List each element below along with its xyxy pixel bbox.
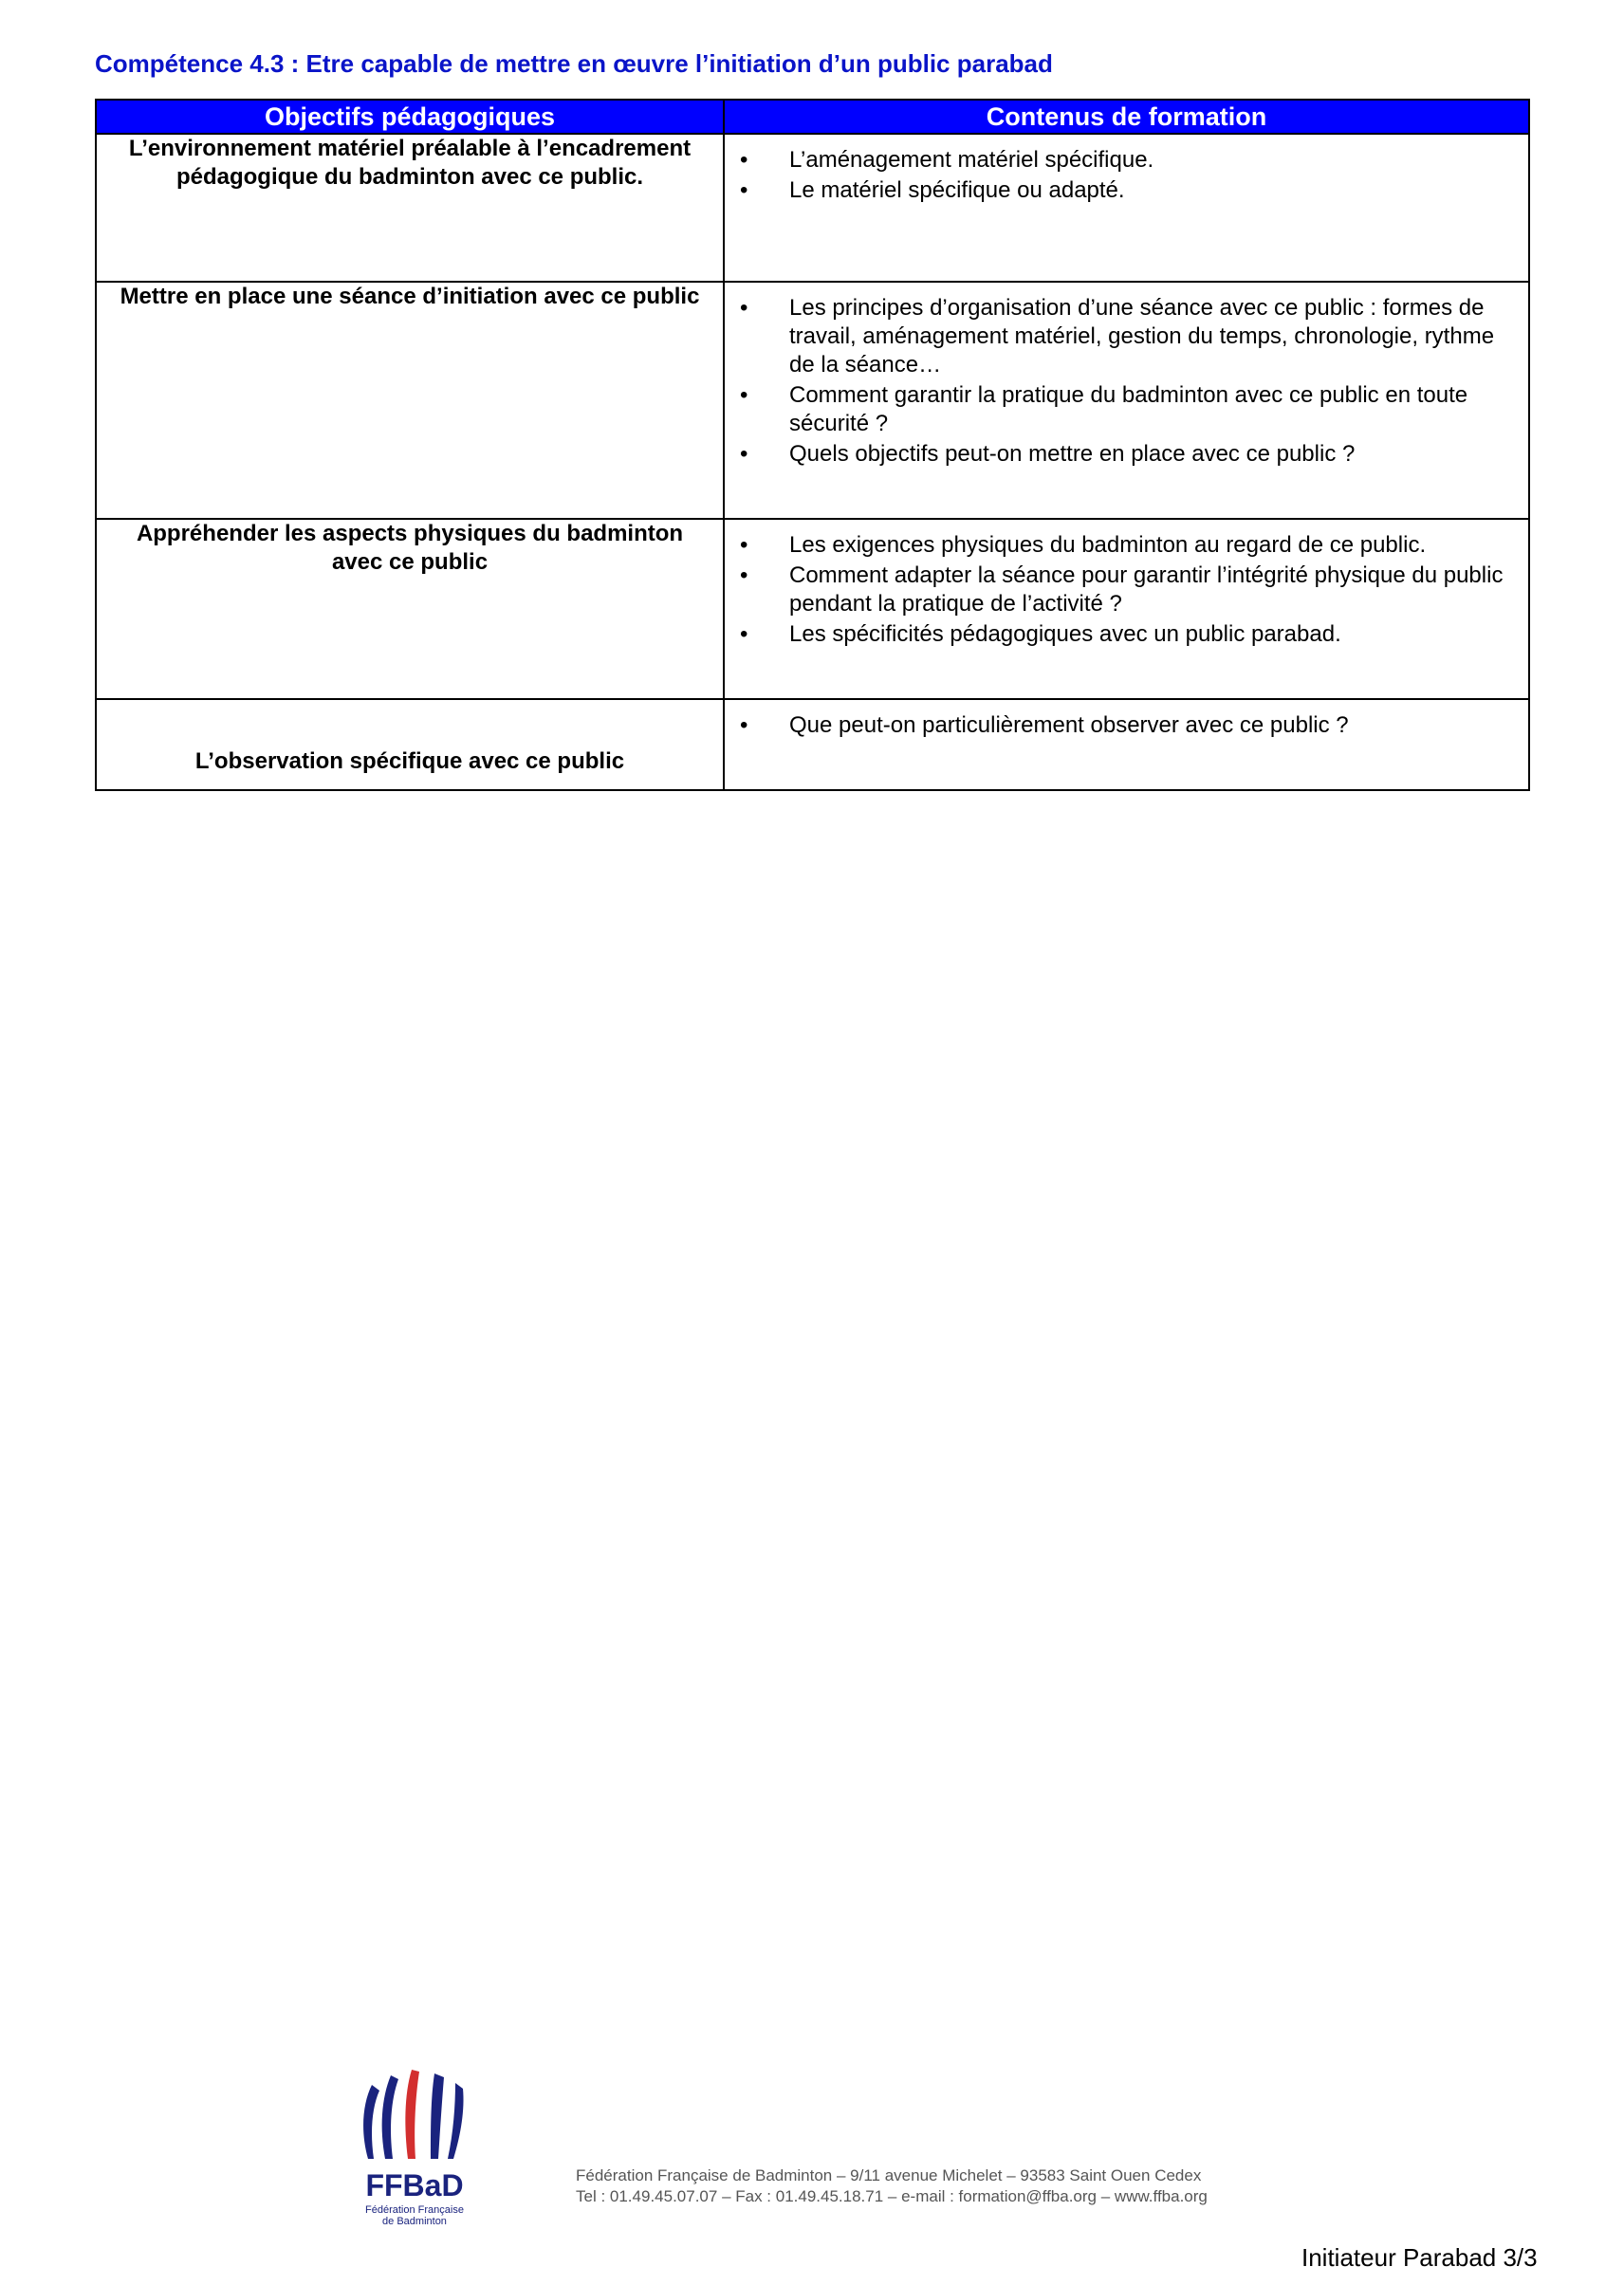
logo-feather-icon (431, 2073, 444, 2159)
table-row (96, 699, 1529, 790)
contents-list (725, 294, 1509, 469)
list-item (725, 146, 1509, 175)
header-contents: Contenus de formation (724, 100, 1529, 134)
bullet-icon: • (740, 621, 748, 647)
logo-feather-icon (382, 2075, 398, 2159)
page-label: Initiateur Parabad 3/3 (1301, 2243, 1538, 2272)
footer-address: Fédération Française de Badminton – 9/11 avenue Michelet – 93583 Saint Ouen Cedex (576, 2166, 1202, 2184)
list-item (725, 381, 1509, 438)
logo-feather-icon (405, 2070, 419, 2159)
contents-list (725, 711, 1509, 740)
list-item-text: L’aménagement matériel spécifique. (789, 147, 1154, 173)
bullet-icon: • (740, 147, 748, 173)
bullet-icon: • (740, 295, 748, 321)
section-title: Compétence 4.3 : Etre capable de mettre en œuvre l’initiation d’un public parabad (95, 49, 1053, 78)
list-item (725, 711, 1509, 740)
bullet-icon: • (740, 562, 748, 588)
logo-feather-icon (363, 2085, 379, 2159)
contents-list (725, 146, 1509, 205)
objective-cell: L’environnement matériel préalable à l’encadrement pédagogique du badminton avec ce public. (96, 134, 724, 282)
logo-subtitle: Fédération Française de Badminton (365, 2204, 464, 2227)
footer-contact: Tel : 01.49.45.07.07 – Fax : 01.49.45.18.71 – e-mail : formation@ffba.org – www.ffba.org (576, 2187, 1208, 2205)
list-item (725, 620, 1509, 649)
contents-cell (724, 134, 1529, 282)
list-item (725, 440, 1509, 469)
contents-cell (724, 282, 1529, 519)
list-item (725, 176, 1509, 205)
table-row (96, 134, 1529, 282)
list-item-text: Comment adapter la séance pour garantir l’intégrité physique du public pendant la pratique de l’activité ? (789, 562, 1504, 617)
list-item-text: Comment garantir la pratique du badminton avec ce public en toute sécurité ? (789, 382, 1468, 436)
table-row (96, 282, 1529, 519)
contents-list (725, 531, 1509, 649)
contents-cell (724, 699, 1529, 790)
table-row (96, 519, 1529, 699)
list-item (725, 531, 1509, 560)
header-objectives: Objectifs pédagogiques (96, 100, 724, 134)
table-header-row (96, 100, 1529, 134)
footer-info (576, 2165, 1208, 2207)
logo-feather-icon (448, 2083, 464, 2159)
bullet-icon: • (740, 441, 748, 467)
contents-cell (724, 519, 1529, 699)
list-item-text: Le matériel spécifique ou adapté. (789, 177, 1125, 203)
list-item-text: Quels objectifs peut-on mettre en place avec ce public ? (789, 441, 1356, 467)
list-item (725, 294, 1509, 379)
bullet-icon: • (740, 712, 748, 738)
list-item (725, 562, 1509, 618)
logo-wordmark: FFBaD (365, 2168, 464, 2202)
list-item-text: Les principes d’organisation d’une séance avec ce public : formes de travail, aménagement matériel, gestion du temps, chronologie, rythme de la séance… (789, 295, 1495, 378)
list-item-text: Que peut-on particulièrement observer avec ce public ? (789, 712, 1349, 738)
bullet-icon: • (740, 382, 748, 408)
list-item-text: Les spécificités pédagogiques avec un public parabad. (789, 621, 1341, 647)
bullet-icon: • (740, 532, 748, 558)
objective-cell: Appréhender les aspects physiques du badminton avec ce public (96, 519, 724, 699)
objective-cell: Mettre en place une séance d’initiation avec ce public (96, 282, 724, 519)
competence-table (95, 99, 1530, 791)
objective-cell: L’observation spécifique avec ce public (96, 699, 724, 790)
list-item-text: Les exigences physiques du badminton au regard de ce public. (789, 532, 1427, 558)
bullet-icon: • (740, 177, 748, 203)
